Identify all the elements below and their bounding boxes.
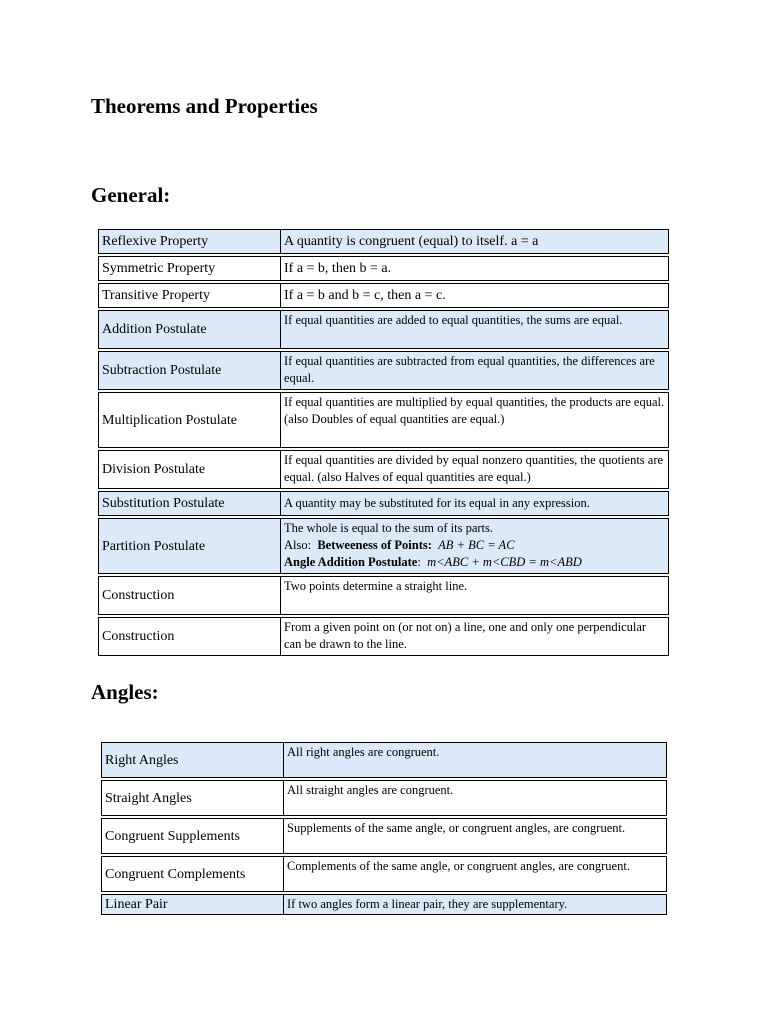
property-description	[281, 518, 669, 574]
general-heading: General:	[91, 183, 171, 207]
property-description: If two angles form a linear pair, they are supplementary.	[284, 894, 667, 915]
property-name: Congruent Supplements	[101, 818, 284, 854]
table-row	[98, 310, 669, 349]
table-row	[98, 576, 669, 615]
table-row	[98, 518, 669, 574]
property-name: Construction	[98, 617, 281, 656]
table-row	[101, 894, 667, 915]
property-name: Transitive Property	[98, 283, 281, 308]
property-description: If equal quantities are added to equal quantities, the sums are equal.	[281, 310, 669, 349]
property-description: All right angles are congruent.	[284, 742, 667, 778]
angles-properties-table	[101, 740, 667, 917]
table-row	[101, 742, 667, 778]
property-description: Complements of the same angle, or congruent angles, are congruent.	[284, 856, 667, 892]
table-row	[98, 491, 669, 516]
table-row	[101, 780, 667, 816]
property-description: From a given point on (or not on) a line, one and only one perpendicular can be drawn to the line.	[281, 617, 669, 656]
table-row	[98, 229, 669, 254]
property-name: Symmetric Property	[98, 256, 281, 281]
property-description: If a = b and b = c, then a = c.	[281, 283, 669, 308]
table-row	[101, 856, 667, 892]
property-description: Supplements of the same angle, or congruent angles, are congruent.	[284, 818, 667, 854]
angle-addition-expression: m<ABC + m<CBD = m<ABD	[427, 555, 582, 569]
angles-heading: Angles:	[91, 680, 159, 704]
property-name: Partition Postulate	[98, 518, 281, 574]
table-row	[98, 283, 669, 308]
general-properties-table	[98, 227, 669, 658]
property-name: Addition Postulate	[98, 310, 281, 349]
property-name: Linear Pair	[101, 894, 284, 915]
property-name: Right Angles	[101, 742, 284, 778]
table-row	[98, 450, 669, 489]
property-name: Subtraction Postulate	[98, 351, 281, 390]
property-description: A quantity may be substituted for its equal in any expression.	[281, 491, 669, 516]
page-title: Theorems and Properties	[91, 94, 318, 118]
table-row	[98, 617, 669, 656]
also-label: Also:	[284, 538, 312, 552]
property-name: Substitution Postulate	[98, 491, 281, 516]
property-description: All straight angles are congruent.	[284, 780, 667, 816]
angle-addition-label: Angle Addition Postulate	[284, 555, 418, 569]
property-name: Straight Angles	[101, 780, 284, 816]
property-description: If a = b, then b = a.	[281, 256, 669, 281]
property-description: If equal quantities are divided by equal nonzero quantities, the quotients are equal. (also Halves of equal quantities are equal.)	[281, 450, 669, 489]
property-name: Division Postulate	[98, 450, 281, 489]
property-name: Reflexive Property	[98, 229, 281, 254]
property-description: Two points determine a straight line.	[281, 576, 669, 615]
table-row	[98, 392, 669, 448]
property-description: A quantity is congruent (equal) to itself. a = a	[281, 229, 669, 254]
property-name: Multiplication Postulate	[98, 392, 281, 448]
property-description: If equal quantities are multiplied by equal quantities, the products are equal. (also Doubles of equal quantities are equal.)	[281, 392, 669, 448]
betweeness-expression: AB + BC = AC	[438, 538, 515, 552]
table-row	[98, 351, 669, 390]
property-name: Construction	[98, 576, 281, 615]
partition-line: The whole is equal to the sum of its parts.	[284, 521, 493, 535]
angle-addition-line: Angle Addition Postulate: m<ABC + m<CBD = m<ABD	[284, 555, 582, 569]
betweeness-label: Betweeness of Points:	[317, 538, 432, 552]
table-row	[98, 256, 669, 281]
property-name: Congruent Complements	[101, 856, 284, 892]
betweeness-line	[284, 537, 665, 554]
table-row	[101, 818, 667, 854]
property-description: If equal quantities are subtracted from equal quantities, the differences are equal.	[281, 351, 669, 390]
